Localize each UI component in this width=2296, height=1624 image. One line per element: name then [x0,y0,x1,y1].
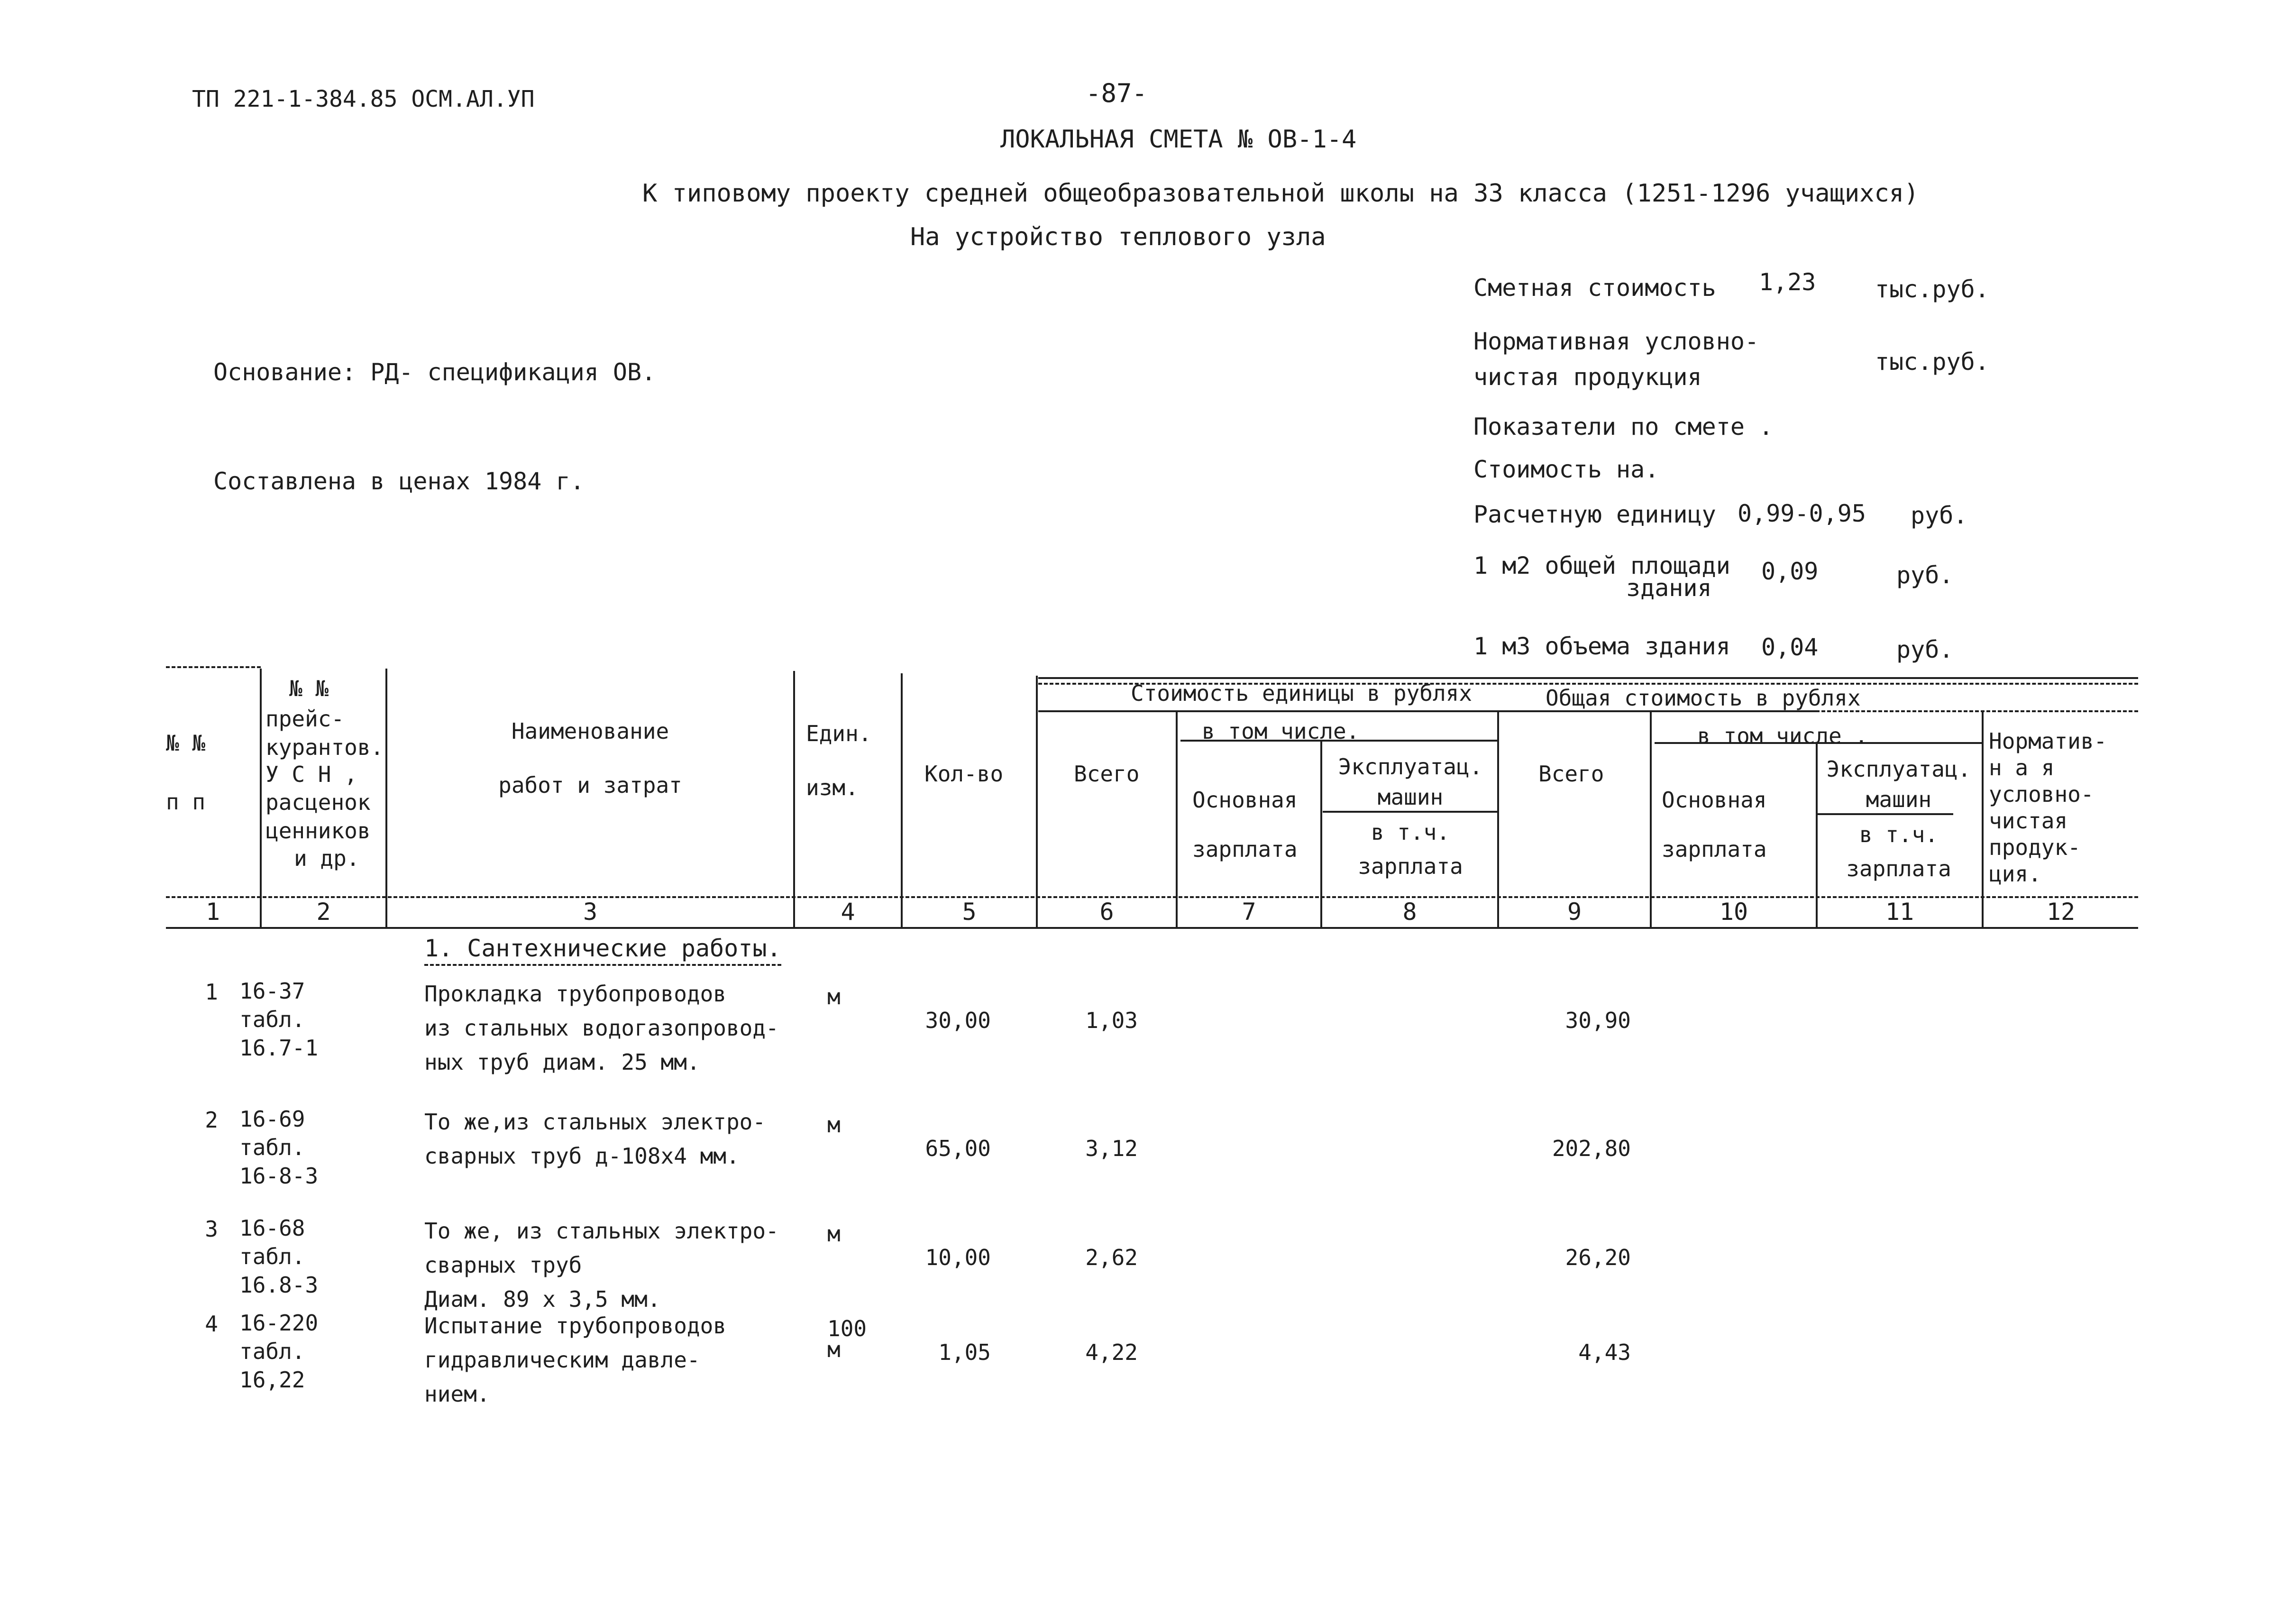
header-text: в т.ч. [1371,819,1450,845]
col-divider [901,673,903,927]
total-basic-wage-header [1662,785,1767,864]
normative-unit: тыс.руб. [1875,348,1989,376]
price-code: табл. [239,1007,305,1032]
incl-total-header: в том числе . [1697,723,1868,749]
work-title: На устройство теплового узла [910,223,1326,251]
header-text: машин [1866,787,1932,812]
header-text: н а я [1989,755,2055,780]
work-name: гидравлическим давле- [424,1347,700,1373]
col-numbers-bottom-rule [166,927,2138,929]
unit-cost-currency: руб. [1911,502,1968,529]
work-name: То же, из стальных электро- [424,1218,779,1244]
col-number: 1 [205,898,220,926]
work-name: То же,из стальных электро- [424,1109,766,1135]
header-text: машин [1377,784,1444,810]
unit-cost-value: 0,99-0,95 [1738,500,1866,527]
col-divider [1982,711,1984,927]
col-divider [1176,711,1178,927]
header-text: и др. [294,845,360,871]
unit-of-measure: м [827,984,841,1009]
col-number: 10 [1719,898,1748,926]
quantity: 10,00 [925,1245,991,1270]
normative-label-line1: Нормативная условно- [1473,328,1759,355]
price-code: 16-37 [239,978,305,1004]
header-text: п п [166,789,206,815]
work-name: ных труб диам. 25 мм. [424,1049,700,1075]
row-number: 1 [205,979,218,1005]
header-text: работ и затрат [498,772,682,798]
col-divider [1036,676,1038,927]
grand-total: 30,90 [1565,1008,1631,1033]
unit-of-measure: м [827,1221,841,1247]
header-text: зарплата [1192,836,1298,862]
unit-cost-total: 1,03 [1085,1008,1138,1033]
unit-cost-group-header: Стоимость единицы в рублях [1131,680,1473,706]
work-name: нием. [424,1381,490,1407]
col-divider [260,669,262,927]
col2-header [265,673,384,872]
header-text: продук- [1989,835,2081,860]
col-number: 2 [316,898,331,926]
col-number: 4 [841,898,855,926]
work-name: Диам. 89 х 3,5 мм. [424,1286,661,1312]
row-number: 2 [205,1107,218,1133]
header-text: ция. [1989,861,2041,887]
col3-header [393,716,787,800]
col5-header: Кол-во [924,761,1004,787]
doc-code: ТП 221-1-384.85 ОСМ.АЛ.УП [192,86,535,112]
incl-unit-header: в том числе. [1202,718,1360,744]
header-text: в т.ч. [1859,822,1939,847]
work-name: Прокладка трубопроводов [424,981,726,1007]
estimated-cost-label: Сметная стоимость [1473,274,1716,302]
row-number: 3 [205,1216,218,1242]
header-text: Эксплуатац. [1338,754,1483,780]
total-machines-header [1820,754,1977,884]
price-code: табл. [239,1339,305,1364]
header-text: Един. [806,721,872,746]
price-code: 16-8-3 [239,1163,319,1189]
prices-year-text: Составлена в ценах 1984 г. [213,468,585,495]
volume-currency: руб. [1896,636,1954,663]
price-code: 16,22 [239,1367,305,1393]
price-code: 16.7-1 [239,1035,319,1061]
area-currency: руб. [1896,561,1954,589]
header-text: изм. [806,775,859,800]
row-number: 4 [205,1311,218,1337]
header-bottom-rule [166,896,2138,898]
unit-basic-wage-header [1192,785,1298,864]
price-code: 16-69 [239,1106,305,1132]
header-text: ценников [265,818,371,844]
page-title: ЛОКАЛЬНАЯ СМЕТА № ОВ-1-4 [1000,125,1357,154]
unit-cost-total: 3,12 [1085,1136,1138,1161]
header-text: № № [289,676,329,701]
basis-text: Основание: РД- спецификация ОВ. [213,358,656,386]
estimated-cost-unit: тыс.руб. [1875,275,1989,303]
unit-of-measure: 100 [827,1316,867,1341]
col-divider [385,669,387,927]
volume-value: 0,04 [1761,633,1819,661]
normative-label-line2: чистая продукция [1473,363,1702,391]
col-divider [1650,711,1652,927]
cost-per-label: Стоимость на. [1473,456,1659,483]
col-number: 6 [1099,898,1114,926]
header-text: Норматив- [1989,728,2107,754]
header-text: Наименование [511,718,669,744]
unit-cost-total: 4,22 [1085,1340,1138,1365]
col12-header [1989,728,2107,887]
section-title: 1. Сантехнические работы. [424,936,781,966]
table-top-rule-left [166,666,261,668]
header-text: Эксплуатац. [1826,756,1971,782]
quantity: 1,05 [938,1340,991,1365]
header-text: № № [166,730,206,756]
unit-machines-header [1327,752,1493,881]
col-number: 7 [1242,898,1256,926]
price-code: табл. [239,1244,305,1269]
price-code: 16.8-3 [239,1272,319,1298]
header-text: чистая [1989,808,2068,834]
header-text: У С Н , [265,762,357,787]
grand-total-header: Всего [1538,761,1604,787]
header-text: курантов. [265,734,384,760]
header-text: Основная [1662,787,1767,813]
col-number: 12 [2046,898,2076,926]
quantity: 65,00 [925,1136,991,1161]
col-divider [1320,740,1322,927]
unit-total-header: Всего [1074,761,1140,787]
header-text: зарплата [1846,856,1951,881]
col-divider [1497,711,1499,927]
unit-cost-total: 2,62 [1085,1245,1138,1270]
price-code: табл. [239,1135,305,1160]
area-label-line2: здания [1626,574,1712,602]
unit-of-measure: м [827,1112,841,1138]
unit-cost-label: Расчетную единицу [1473,501,1716,528]
col-number: 5 [962,898,977,926]
work-name: сварных труб д-108х4 мм. [424,1143,740,1169]
header-text: прейс- [265,706,345,732]
unit-of-measure: м [827,1337,841,1362]
price-code: 16-68 [239,1215,305,1241]
total-cost-group-header: Общая стоимость в рублях [1546,685,1861,711]
col-divider [1816,742,1818,927]
work-name: сварных труб [424,1252,582,1278]
grand-total: 202,80 [1552,1136,1631,1161]
header-text: условно- [1989,781,2094,807]
grand-total: 4,43 [1578,1340,1631,1365]
header-text: зарплата [1662,836,1767,862]
estimated-cost-value: 1,23 [1759,268,1816,296]
price-code: 16-220 [239,1310,319,1336]
volume-label: 1 м3 объема здания [1473,633,1730,660]
col1-header [166,728,205,817]
col4-header [806,718,871,803]
page-number: -87- [1086,78,1148,108]
col-divider [793,671,795,927]
header-text: расценок [265,789,371,815]
area-label-line1: 1 м2 общей площади [1473,552,1730,579]
col-number: 3 [583,898,598,926]
subtitle: К типовому проекту средней общеобразовательной школы на 33 класса (1251-1296 учащихся) [642,179,1919,208]
col-number: 11 [1885,898,1914,926]
group-header-rule-right [1816,710,2138,712]
header-text: Основная [1192,787,1298,813]
work-name: Испытание трубопроводов [424,1313,726,1339]
work-name: из стальных водогазопровод- [424,1015,779,1041]
quantity: 30,00 [925,1008,991,1033]
header-text: зарплата [1358,853,1463,879]
col-number: 8 [1402,898,1417,926]
area-value: 0,09 [1761,558,1819,585]
grand-total: 26,20 [1565,1245,1631,1270]
indicators-label: Показатели по смете . [1473,413,1774,440]
col-number: 9 [1567,898,1582,926]
